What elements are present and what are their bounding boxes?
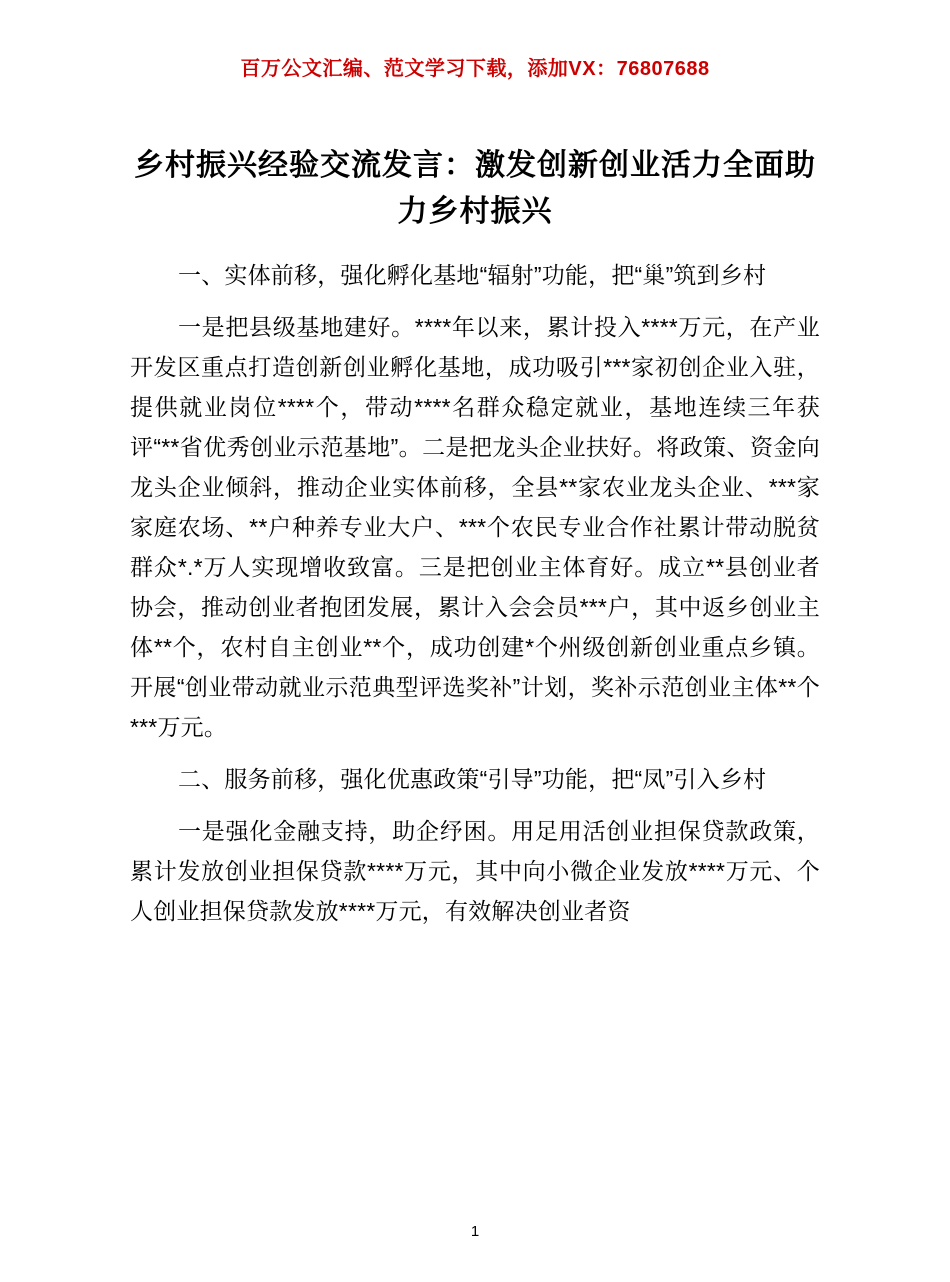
page-title: 乡村振兴经验交流发言：激发创新创业活力全面助力乡村振兴 <box>134 149 816 228</box>
watermark-text: 百万公文汇编、范文学习下载，添加VX：76807688 <box>240 58 710 80</box>
paragraph-body-1: 一是把县级基地建好。****年以来，累计投入****万元，在产业开发区重点打造创新创业孵化基地，成功吸引***家初创企业入驻，提供就业岗位****个，带动****名群众稳定就业，基地连续三年获评“**省优秀创业示范基地”。二是把龙头企业扶好。将政策、资金向龙头企业倾斜，推动企业实体前移，全县**家农业龙头企业、***家家庭农场、**户种养专业大户、***个农民专业合作社累计带动脱贫群众*.*万人实现增收致富。三是把创业主体育好。成立**县创业者协会，推动创业者抱团发展，累计入会会员***户，其中返乡创业主体**个，农村自主创业**个，成功创建*个州级创新创业重点乡镇。开展“创业带动就业示范典型评选奖补”计划，奖补示范创业主体**个***万元。 <box>130 314 820 740</box>
document-body <box>130 81 820 931</box>
paragraph-heading-1: 一、实体前移，强化孵化基地“辐射”功能，把“巢”筑到乡村 <box>178 262 767 288</box>
paragraph-body-2: 一是强化金融支持，助企纾困。用足用活创业担保贷款政策，累计发放创业担保贷款****万元，其中向小微企业发放****万元、个人创业担保贷款发放****万元，有效解决创业者资 <box>130 818 820 924</box>
page-number: 1 <box>470 1223 480 1240</box>
document-page <box>0 52 950 1282</box>
paragraph-heading-2: 二、服务前移，强化优惠政策“引导”功能，把“凤”引入乡村 <box>178 766 767 792</box>
